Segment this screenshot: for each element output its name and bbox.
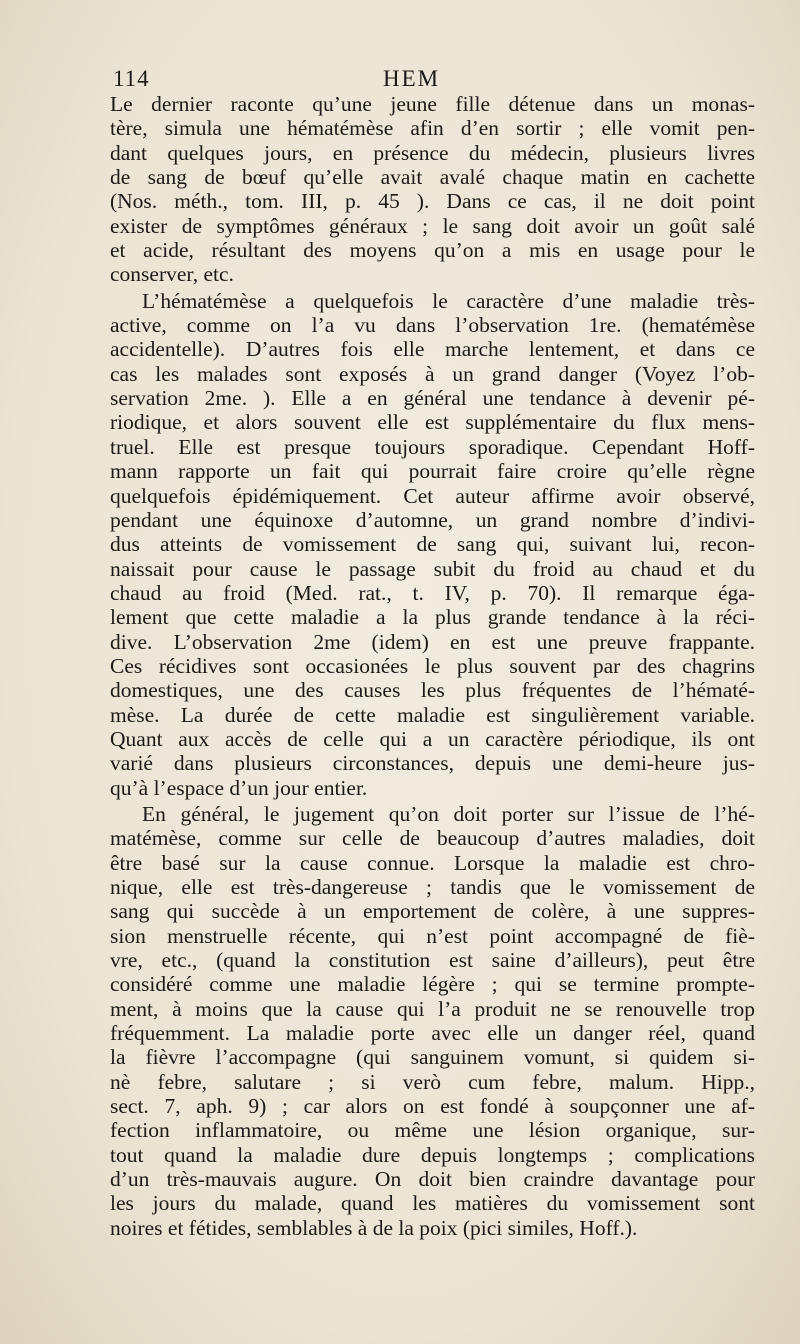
text-line: sect. 7, aph. 9) ; car alors on est fondé à soupçonner une af- xyxy=(110,1094,755,1119)
text-line: (Nos. méth., tom. III, p. 45 ). Dans ce cas, il ne doit point xyxy=(110,189,755,214)
text-line: dus atteints de vomissement de sang qui, suivant lui, recon- xyxy=(110,532,755,557)
text-line: noires et fétides, semblables à de la poix (pici similes, Hoff.). xyxy=(110,1215,638,1240)
text-line: pendant une équinoxe d’automne, un grand nombre d’indivi- xyxy=(110,507,755,532)
paragraph-3 xyxy=(110,802,755,1240)
text-line: dive. L’observation 2me (idem) en est une preuve frappante. xyxy=(110,629,755,654)
text-line: de sang de bœuf qu’elle avait avalé chaque matin en cachette xyxy=(110,165,755,190)
text-line: domestiques, une des causes les plus fréquentes de l’hématé- xyxy=(110,678,755,703)
body-text xyxy=(110,92,755,1240)
text-line: ment, à moins que la cause qui l’a produit ne se renouvelle trop xyxy=(110,996,755,1021)
text-line: quelquefois épidémiquement. Cet auteur affirme avoir observé, xyxy=(110,483,755,508)
text-line: sion menstruelle récente, qui n’est point accompagné de fiè- xyxy=(110,923,755,948)
text-line: tère, simula une hématémèse afin d’en sortir ; elle vomit pen- xyxy=(110,116,755,141)
text-line: conserver, etc. xyxy=(110,262,234,287)
text-line: varié dans plusieurs circonstances, depuis une demi-heure jus- xyxy=(110,751,755,776)
text-line: qu’à l’espace d’un jour entier. xyxy=(110,775,368,800)
text-line: dant quelques jours, en présence du médecin, plusieurs livres xyxy=(110,140,755,165)
text-line: accidentelle). D’autres fois elle marche lentement, et dans ce xyxy=(110,337,755,362)
text-line: truel. Elle est presque toujours sporadique. Cependant Hoff- xyxy=(110,434,755,459)
paragraph-1 xyxy=(110,92,755,287)
text-line: nique, elle est très-dangereuse ; tandis que le vomissement de xyxy=(110,875,755,899)
text-line: Quant aux accès de celle qui a un caractère périodique, ils ont xyxy=(110,726,755,751)
text-line: active, comme on l’a vu dans l’observation 1re. (hematémèse xyxy=(110,313,755,338)
text-line: fréquemment. La maladie porte avec elle un danger réel, quand xyxy=(110,1021,755,1046)
text-line: lement que cette maladie a la plus grande tendance à la réci- xyxy=(110,605,755,630)
text-line: En général, le jugement qu’on doit porter sur l’issue de l’hé- xyxy=(142,801,755,826)
text-line: L’hématémèse a quelquefois le caractère d’une maladie très- xyxy=(142,288,755,313)
text-line: tout quand la maladie dure depuis longtemps ; complications xyxy=(110,1142,755,1167)
text-line: riodique, et alors souvent elle est supplémentaire du flux mens- xyxy=(110,410,755,435)
text-line: et acide, résultant des moyens qu’on a mis en usage pour le xyxy=(110,238,755,263)
text-line: cas les malades sont exposés à un grand danger (Voyez l’ob- xyxy=(110,361,755,386)
text-line: exister de symptômes généraux ; le sang doit avoir un goût salé xyxy=(110,213,755,238)
text-line: sang qui succède à un emportement de colère, à une suppres- xyxy=(110,899,755,924)
text-line: naissait pour cause le passage subit du froid au chaud et du xyxy=(110,556,755,581)
text-line: considéré comme une maladie légère ; qui se termine prompte- xyxy=(110,972,755,997)
text-line: la fièvre l’accompagne (qui sanguinem vomunt, si quidem si- xyxy=(110,1045,755,1070)
running-head: HEM xyxy=(383,66,441,91)
page-number: 114 xyxy=(113,66,150,91)
text-line: fection inflammatoire, ou même une lésion organique, sur- xyxy=(110,1118,755,1143)
text-line: d’un très-mauvais augure. On doit bien craindre davantage pour xyxy=(110,1167,755,1192)
text-line: vre, etc., (quand la constitution est saine d’ailleurs), peut être xyxy=(110,948,755,973)
text-line: Ces récidives sont occasionées le plus souvent par des chagrins xyxy=(110,653,755,678)
text-line: nè febre, salutare ; si verò cum febre, malum. Hipp., xyxy=(110,1069,755,1094)
text-line: les jours du malade, quand les matières du vomissement sont xyxy=(110,1191,755,1216)
text-line: servation 2me. ). Elle a en général une tendance à devenir pé- xyxy=(110,386,755,411)
text-line: mann rapporte un fait qui pourrait faire croire qu’elle règne xyxy=(110,459,755,484)
text-line: chaud au froid (Med. rat., t. IV, p. 70). Il remarque éga- xyxy=(110,580,755,605)
text-line: mèse. La durée de cette maladie est singulièrement variable. xyxy=(110,702,755,727)
text-line: être basé sur la cause connue. Lorsque la maladie est chro- xyxy=(110,850,755,875)
text-line: matémèse, comme sur celle de beaucoup d’autres maladies, doit xyxy=(110,826,755,851)
text-line: Le dernier raconte qu’une jeune fille détenue dans un monas- xyxy=(110,92,755,116)
paragraph-2 xyxy=(110,289,755,800)
